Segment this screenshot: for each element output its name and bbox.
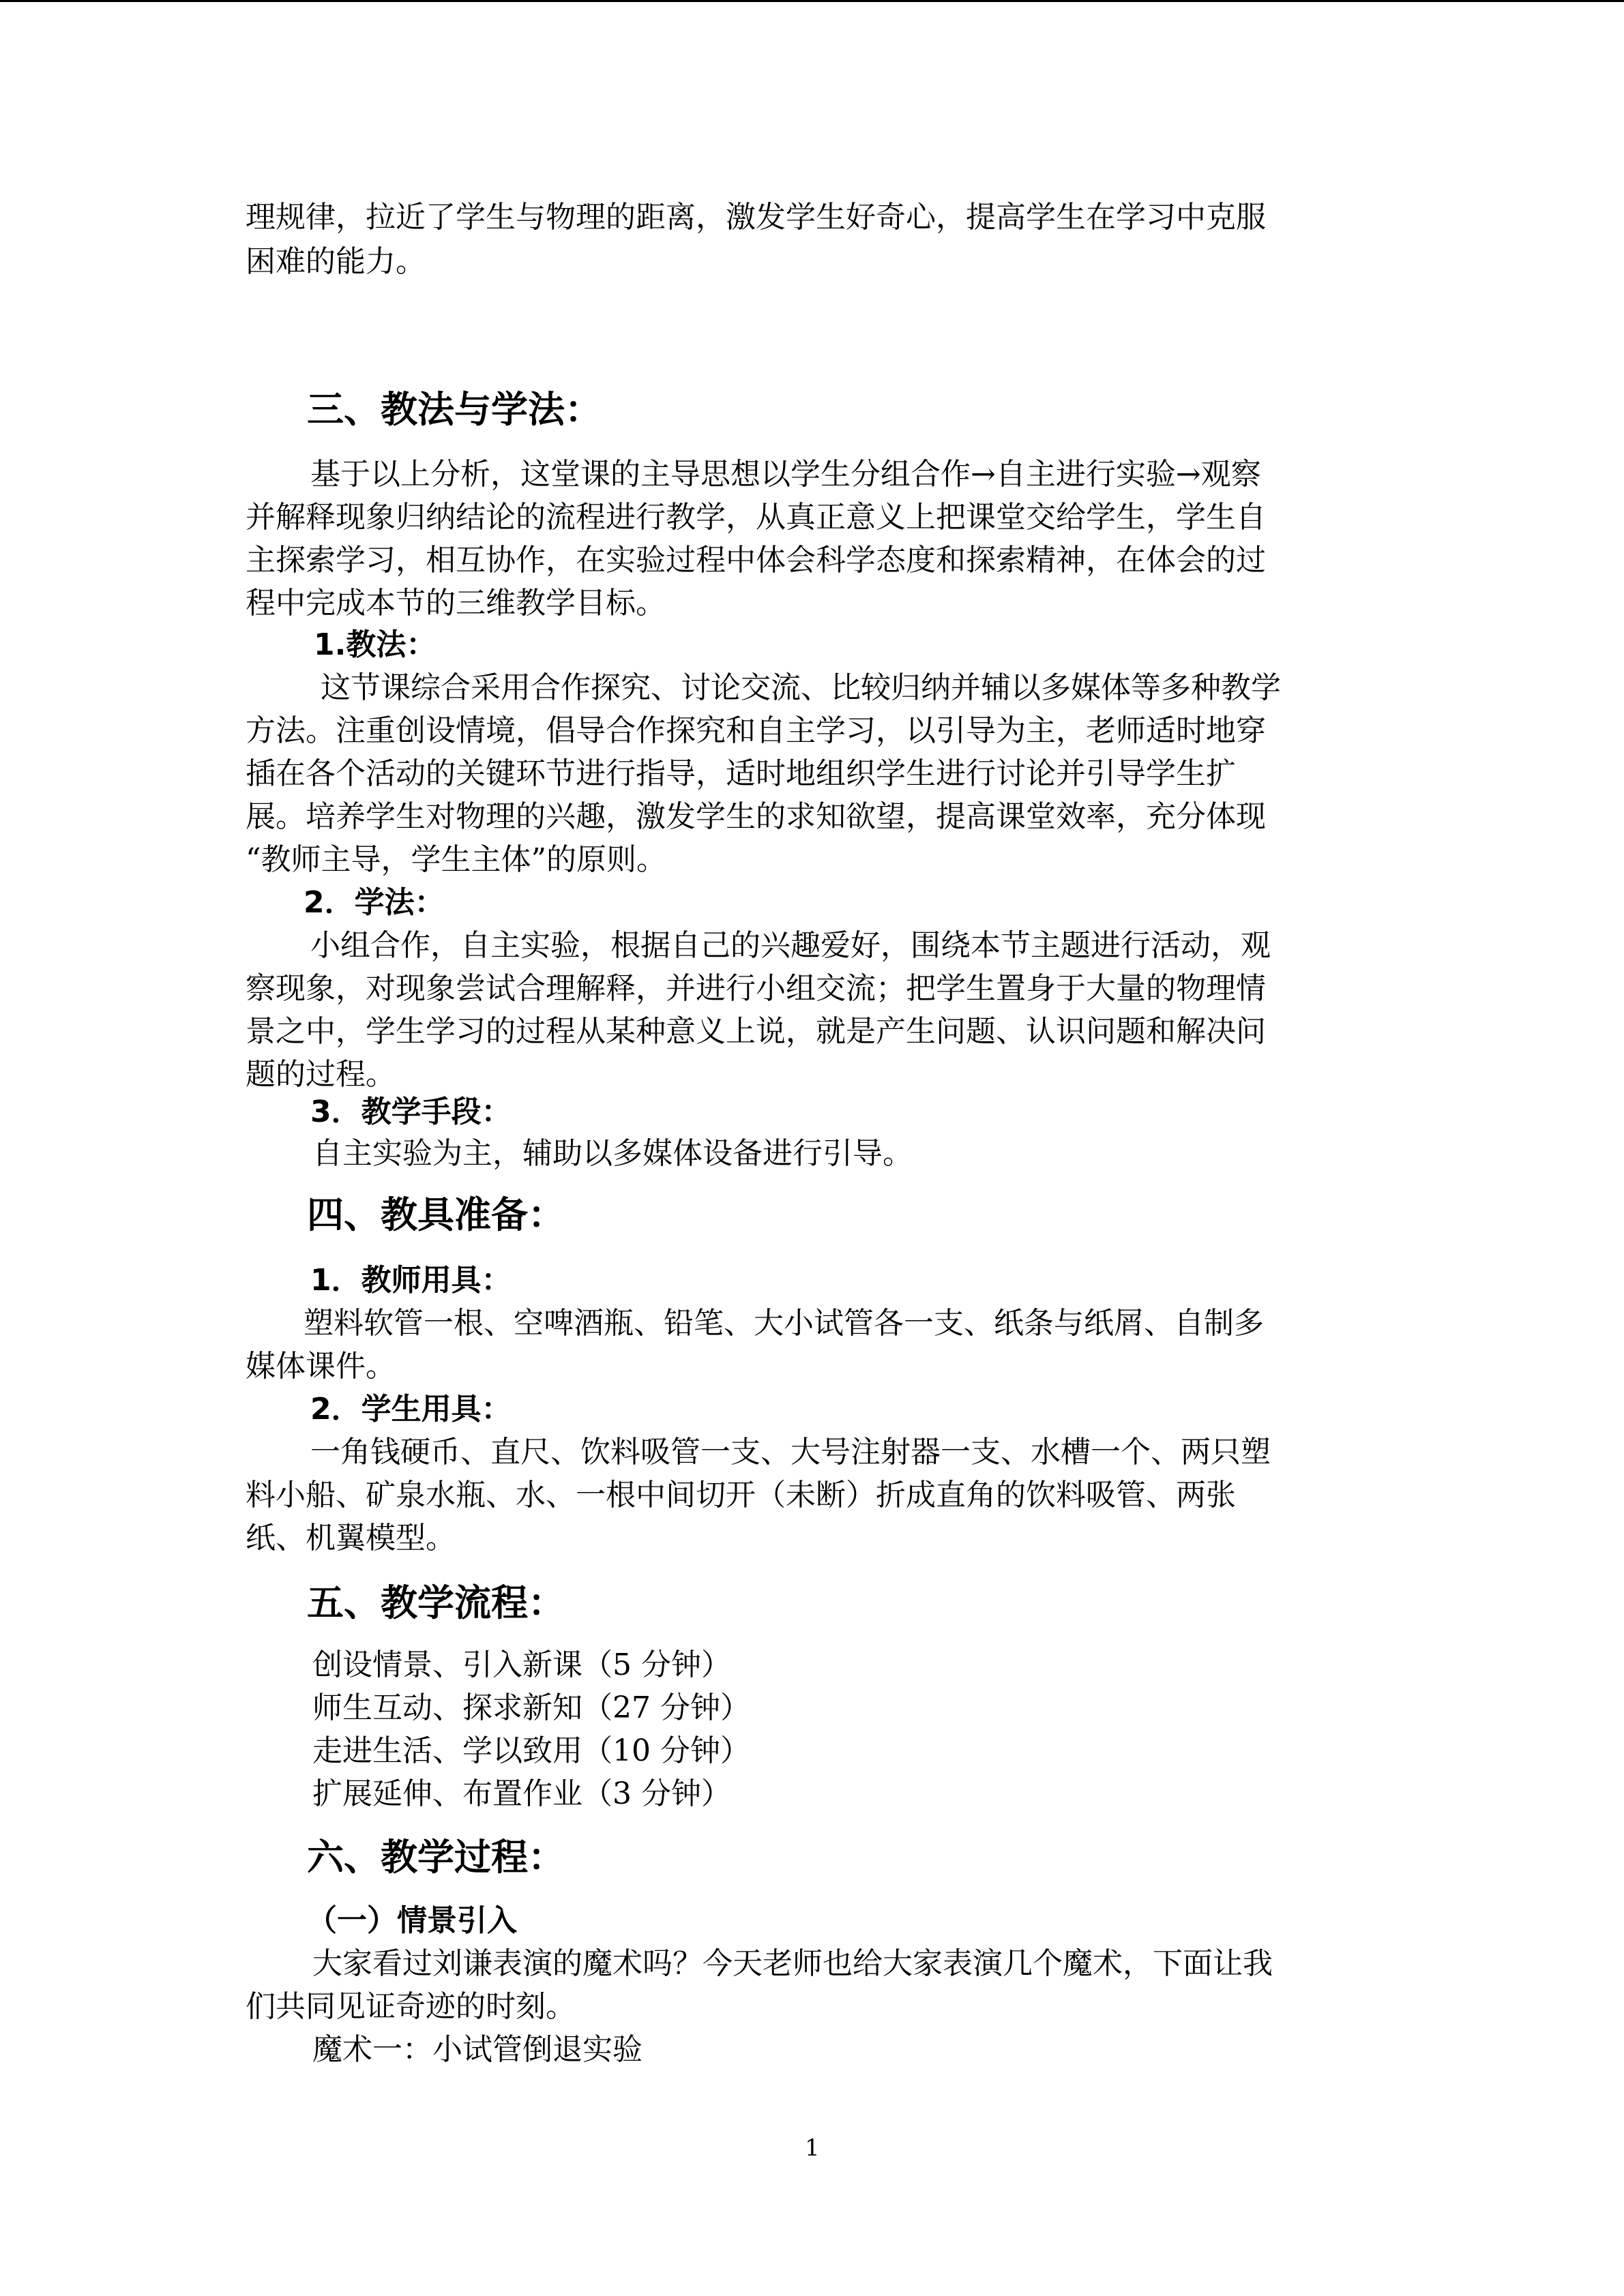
- paragraph-line: 插在各个活动的关键环节进行指导，适时地组织学生进行讨论并引导学生扩: [246, 756, 1236, 791]
- page-top-border: [0, 0, 1624, 2]
- paragraph-line: 理规律，拉近了学生与物理的距离，激发学生好奇心，提高学生在学习中克服: [246, 200, 1266, 235]
- paragraph-line: 景之中，学生学习的过程从某种意义上说，就是产生问题、认识问题和解决问: [246, 1014, 1266, 1049]
- paragraph-line: 塑料软管一根、空啤酒瓶、铅笔、大小试管各一支、纸条与纸屑、自制多: [304, 1306, 1264, 1341]
- paragraph-line: 小组合作，自主实验，根据自己的兴趣爱好，围绕本节主题进行活动，观: [310, 928, 1271, 963]
- flow-step: 师生互动、探求新知（27 分钟）: [312, 1690, 750, 1725]
- subheading-teacher-tools: 1．教师用具：: [310, 1263, 512, 1298]
- paragraph-line: 一角钱硬币、直尺、饮料吸管一支、大号注射器一支、水槽一个、两只塑: [310, 1435, 1271, 1470]
- paragraph-line: 主探索学习，相互协作，在实验过程中体会科学态度和探索精神，在体会的过: [246, 543, 1266, 578]
- subheading-teaching-means: 3．教学手段：: [310, 1094, 512, 1129]
- section-heading-process: 六、教学过程：: [307, 1836, 565, 1879]
- section-heading-equipment: 四、教具准备：: [307, 1193, 565, 1236]
- flow-step: 扩展延伸、布置作业（3 分钟）: [312, 1776, 731, 1811]
- paragraph-line: 方法。注重创设情境，倡导合作探究和自主学习，以引导为主，老师适时地穿: [246, 713, 1266, 748]
- paragraph-line: 料小船、矿泉水瓶、水、一根中间切开（未断）折成直角的饮料吸管、两张: [246, 1478, 1236, 1512]
- paragraph-line: 们共同见证奇迹的时刻。: [246, 1989, 576, 2024]
- paragraph-line: 纸、机翼模型。: [246, 1521, 456, 1555]
- paragraph-line: 困难的能力。: [246, 244, 426, 279]
- flow-step: 走进生活、学以致用（10 分钟）: [312, 1733, 750, 1768]
- section-heading-flow: 五、教学流程：: [307, 1581, 565, 1624]
- paragraph-line: 媒体课件。: [246, 1349, 396, 1384]
- subheading-teaching-method: 1.教法：: [314, 627, 437, 662]
- paragraph-line: 程中完成本节的三维教学目标。: [246, 586, 666, 621]
- paragraph-line: 展。培养学生对物理的兴趣，激发学生的求知欲望，提高课堂效率，充分体现: [246, 799, 1266, 834]
- paragraph-line: 察现象，对现象尝试合理解释，并进行小组交流；把学生置身于大量的物理情: [246, 971, 1266, 1006]
- paragraph-line: 并解释现象归纳结论的流程进行教学，从真正意义上把课堂交给学生，学生自: [246, 500, 1266, 535]
- paragraph-line: 基于以上分析，这堂课的主导思想以学生分组合作→自主进行实验→观察: [310, 457, 1261, 492]
- paragraph-line: 自主实验为主，辅助以多媒体设备进行引导。: [312, 1136, 913, 1171]
- flow-step: 创设情景、引入新课（5 分钟）: [312, 1648, 731, 1682]
- paragraph-line: “教师主导，学生主体”的原则。: [246, 842, 666, 877]
- subheading-learning-method: 2．学法：: [304, 885, 445, 920]
- page-number: 1: [805, 2134, 820, 2162]
- section-heading-methods: 三、教法与学法：: [307, 388, 602, 431]
- paragraph-line: 这节课综合采用合作探究、讨论交流、比较归纳并辅以多媒体等多种教学: [321, 670, 1281, 705]
- subheading-scene-intro: （一）情景引入: [307, 1903, 517, 1938]
- paragraph-line: 大家看过刘谦表演的魔术吗？今天老师也给大家表演几个魔术，下面让我: [312, 1946, 1273, 1981]
- paragraph-line: 魔术一：小试管倒退实验: [312, 2032, 643, 2067]
- paragraph-line: 题的过程。: [246, 1057, 396, 1092]
- subheading-student-tools: 2．学生用具：: [310, 1392, 512, 1427]
